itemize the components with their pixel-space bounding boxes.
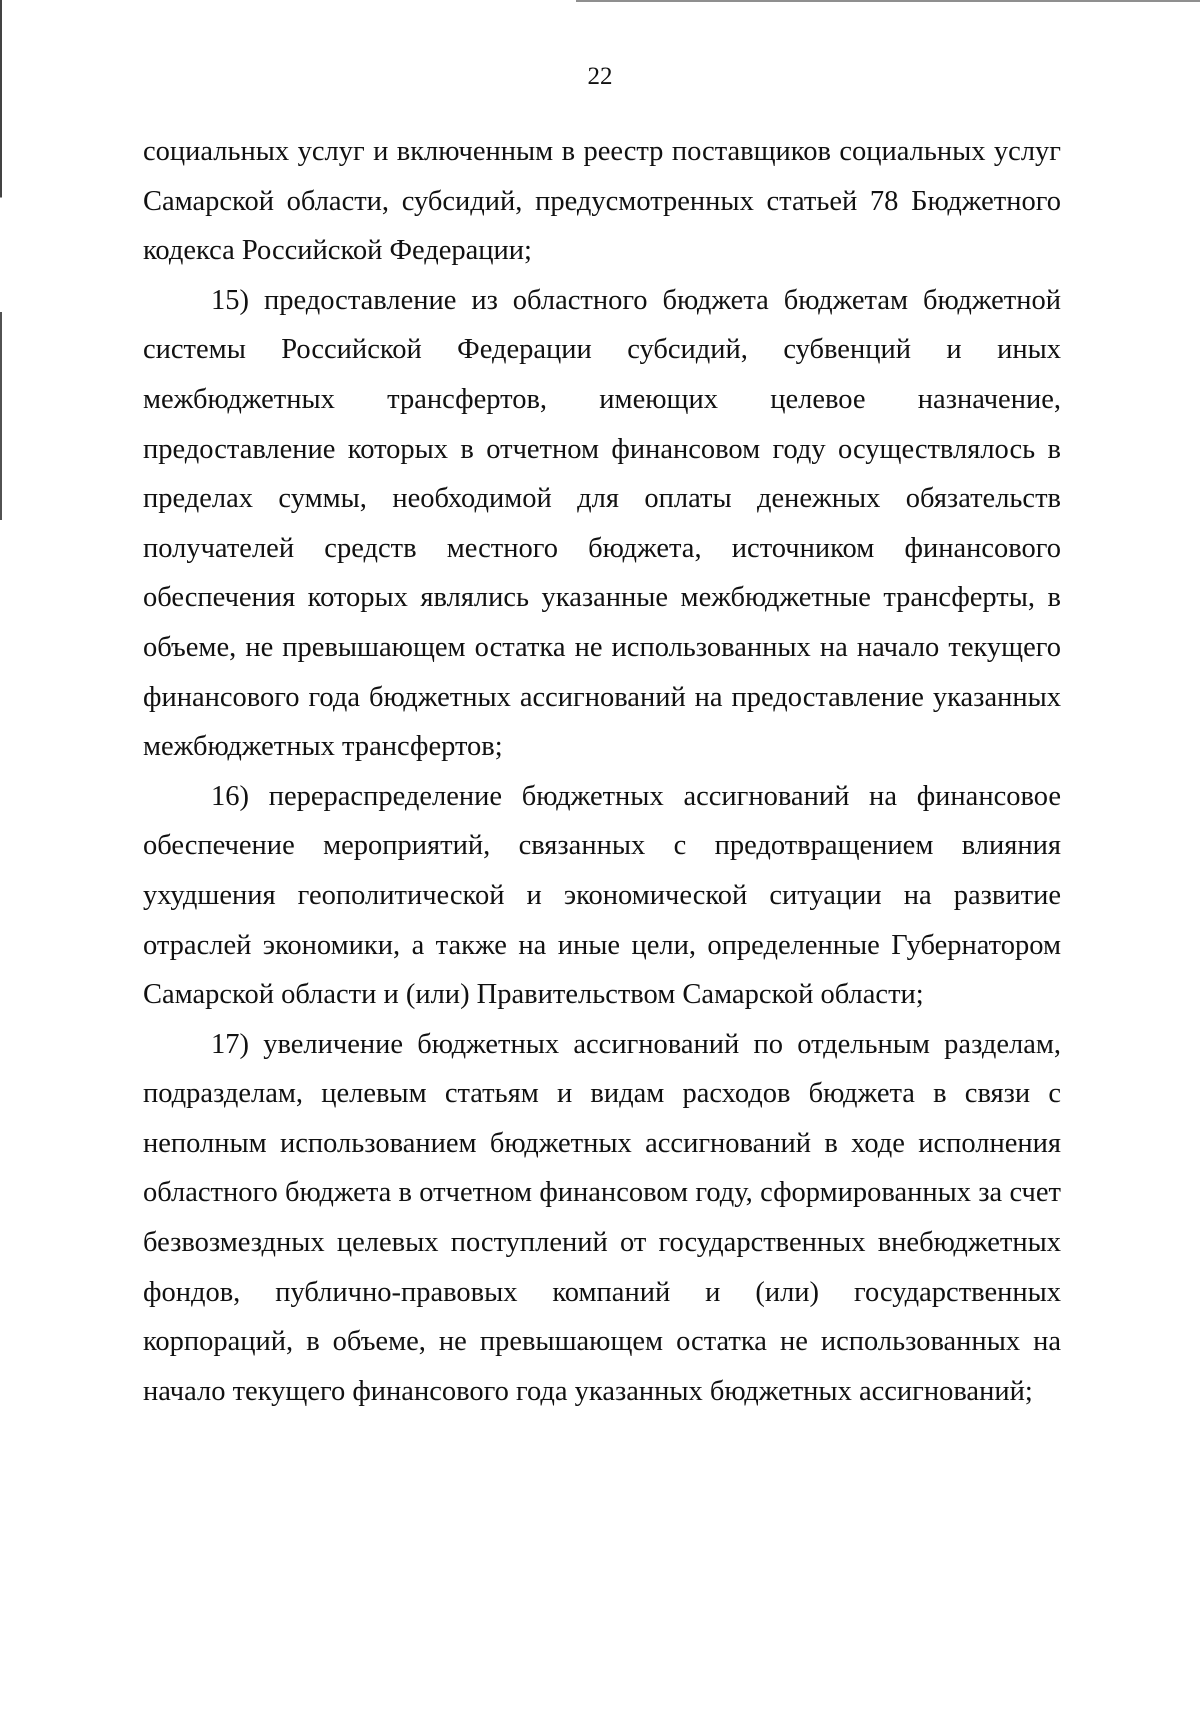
- paragraph-item-16: 16) перераспределение бюджетных ассигнований на финансовое обеспечение мероприятий, связанных с предотвращением влияния ухудшения геополитической и экономической ситуации на развитие отраслей экономики, а также на иные цели, определенные Губернатором Самарской области и (или) Правительством Самарской области;: [143, 780, 1061, 1011]
- document-body: [143, 127, 1061, 1416]
- paragraph-item-15: 15) предоставление из областного бюджета бюджетам бюджетной системы Российской Федерации субсидий, субвенций и иных межбюджетных трансфертов, имеющих целевое назначение, предоставление которых в отчетном финансовом году осуществлялось в пределах суммы, необходимой для оплаты денежных обязательств получателей средств местного бюджета, источником финансового обеспечения которых являлись указанные межбюджетные трансферты, в объеме, не превышающем остатка не использованных на начало текущего финансового года бюджетных ассигнований на предоставление указанных межбюджетных трансфертов;: [143, 284, 1061, 763]
- paragraph-item-17: 17) увеличение бюджетных ассигнований по отдельным разделам, подразделам, целевым статьям и видам расходов бюджета в связи с неполным использованием бюджетных ассигнований в ходе исполнения областного бюджета в отчетном финансовом году, сформированных за счет безвозмездных целевых поступлений от государственных внебюджетных фондов, публично-правовых компаний и (или) государственных корпораций, в объеме, не превышающем остатка не использованных на начало текущего финансового года указанных бюджетных ассигнований;: [143, 1028, 1061, 1407]
- page-number: 22: [587, 63, 613, 90]
- paragraph-continuation: социальных услуг и включенным в реестр поставщиков социальных услуг Самарской области, субсидий, предусмотренных статьей 78 Бюджетного кодекса Российской Федерации;: [143, 136, 1061, 267]
- scan-edge-top: [0, 0, 1200, 2]
